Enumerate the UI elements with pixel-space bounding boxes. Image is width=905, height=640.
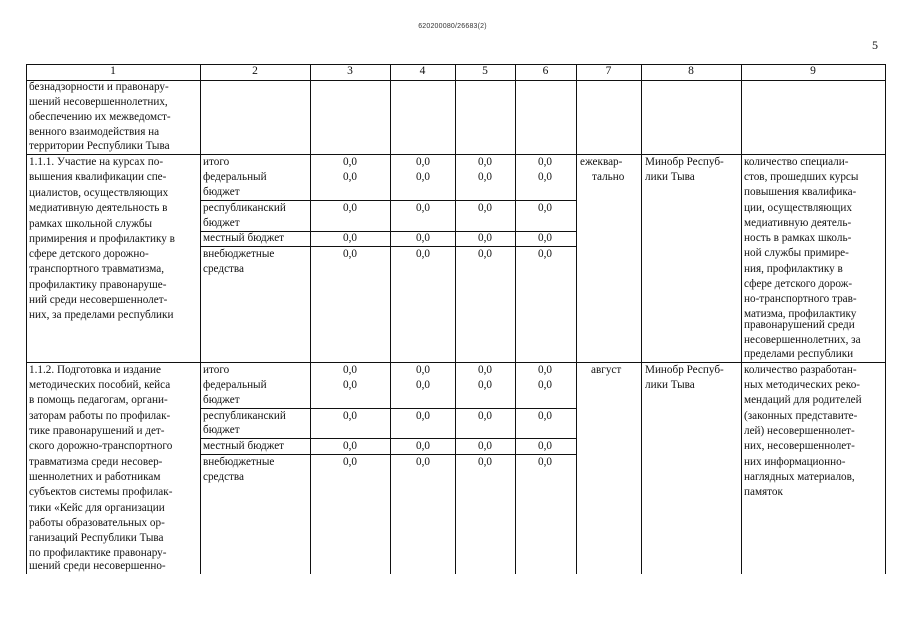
text-line: ния, профилактику в [744,263,843,275]
value-cell: 0,0 [478,156,492,168]
funding-label: итого [203,364,230,376]
value-cell: 0,0 [478,364,492,376]
funding-label: местный бюджет [203,440,285,452]
value-cell: 0,0 [478,440,492,452]
text-line: рамках школьной службы [29,218,153,230]
text-line: вышения квалификации спе- [29,171,167,183]
col-border [310,64,311,574]
text-line: безнадзорности и правонару- [29,81,169,93]
value-cell: 0,0 [478,410,492,422]
text-line: работы образовательных ор- [29,517,165,529]
text-line: них, за пределами республики [29,309,174,321]
value-cell: 0,0 [343,440,357,452]
funding-label: республиканский [203,410,286,422]
page-number: 5 [872,38,878,52]
text-line: Минобр Респуб- [645,156,724,168]
col-border [200,64,201,574]
value-cell: 0,0 [538,232,552,244]
text-line: ных методических реко- [744,379,861,391]
text-line: количество разработан- [744,364,857,376]
text-line: субъектов системы профилак- [29,486,173,498]
header-col-5: 5 [482,65,488,77]
value-cell: 0,0 [416,248,430,260]
text-line: август [591,364,622,376]
text-line: обеспечению их межведомст- [29,111,171,123]
funding-label: бюджет [203,217,240,229]
text-line: тики «Кейс для организации [29,502,165,514]
text-line: стов, прошедших курсы [744,171,859,183]
text-line: венного взаимодействия на [29,126,160,138]
text-line: тально [592,171,625,183]
text-line: заторам работы по профилак- [29,410,171,422]
value-cell: 0,0 [343,364,357,376]
funding-label: республиканский [203,202,286,214]
text-line: шений несовершеннолетних, [29,96,168,108]
text-line: сфере детского дорож- [744,278,853,290]
text-line: Минобр Респуб- [645,364,724,376]
text-line: ганизаций Республики Тыва [29,532,164,544]
value-cell: 0,0 [416,440,430,452]
value-cell: 0,0 [538,156,552,168]
text-line: 1.1.2. Подготовка и издание [29,364,161,376]
text-line: примирения и профилактику в [29,233,175,245]
value-cell: 0,0 [416,156,430,168]
text-line: повышения квалифика- [744,186,857,198]
text-line: сфере детского дорожно- [29,248,149,260]
header-col-4: 4 [419,65,426,77]
text-line: но-транспортного трав- [744,293,857,305]
col-border [515,64,516,574]
value-cell: 0,0 [416,232,430,244]
funding-label: внебюджетные [203,248,275,260]
text-line: памяток [744,486,783,498]
text-line: ной службы примире- [744,247,849,259]
funding-label: местный бюджет [203,232,285,244]
funding-label: средства [203,263,245,275]
value-cell: 0,0 [538,410,552,422]
value-cell: 0,0 [538,379,552,391]
value-cell: 0,0 [478,248,492,260]
funding-label: внебюджетные [203,456,275,468]
text-line: территории Республики Тыва [29,140,170,152]
col-border [26,64,27,574]
value-cell: 0,0 [478,202,492,214]
text-line: по профилактике правонару- [29,547,167,559]
col-border [741,64,742,574]
value-cell: 0,0 [538,440,552,452]
text-line: них информационно- [744,456,846,468]
funding-label: федеральный [203,379,267,391]
text-line: медиативную деятель- [744,217,852,229]
text-line: матизма, профилактику [744,308,857,320]
col-border [885,64,886,574]
value-cell: 0,0 [416,456,430,468]
value-cell: 0,0 [416,171,430,183]
funding-label: итого [203,156,230,168]
text-line: пределами республики [744,348,854,360]
text-line: наглядных материалов, [744,471,855,483]
funding-label: федеральный [203,171,267,183]
funding-label: бюджет [203,394,240,406]
funding-label: бюджет [203,186,240,198]
text-line: 1.1.1. Участие на курсах по- [29,156,164,168]
value-cell: 0,0 [343,248,357,260]
text-line: лей) несовершеннолет- [744,425,855,437]
value-cell: 0,0 [343,171,357,183]
text-line: количество специали- [744,156,849,168]
text-line: тике правонарушений и дет- [29,425,165,437]
funding-label: бюджет [203,424,240,436]
value-cell: 0,0 [538,364,552,376]
value-cell: 0,0 [538,456,552,468]
header-col-3: 3 [347,65,353,77]
text-line: шеннолетних и работникам [29,471,161,483]
text-line: ность в рамках школь- [744,232,852,244]
text-line: ний среди несовершеннолет- [29,294,168,306]
funding-label: средства [203,471,245,483]
value-cell: 0,0 [538,248,552,260]
text-line: ции, осуществляющих [744,202,852,214]
text-line: медиативную деятельность в [29,202,168,214]
text-line: них, несовершеннолет- [744,440,855,452]
value-cell: 0,0 [343,379,357,391]
text-line: циалистов, осуществляющих [29,187,169,199]
col-border [576,64,577,574]
value-cell: 0,0 [343,232,357,244]
value-cell: 0,0 [478,456,492,468]
header-col-2: 2 [252,65,258,77]
value-cell: 0,0 [343,456,357,468]
text-line: транспортного травматизма, [29,263,164,275]
value-cell: 0,0 [538,202,552,214]
value-cell: 0,0 [416,364,430,376]
col-border [641,64,642,574]
value-cell: 0,0 [478,171,492,183]
text-line: лики Тыва [645,171,695,183]
text-line: лики Тыва [645,379,695,391]
text-line: методических пособий, кейса [29,379,171,391]
value-cell: 0,0 [343,202,357,214]
value-cell: 0,0 [478,379,492,391]
value-cell: 0,0 [416,379,430,391]
header-col-1: 1 [110,65,116,77]
text-line: шений среди несовершенно- [29,560,166,572]
value-cell: 0,0 [478,232,492,244]
value-cell: 0,0 [416,410,430,422]
header-col-9: 9 [810,65,816,77]
header-col-8: 8 [688,65,694,77]
header-col-6: 6 [542,65,549,77]
value-cell: 0,0 [343,410,357,422]
text-line: профилактику правонаруше- [29,279,167,291]
text-line: правонарушений среди [744,319,855,331]
value-cell: 0,0 [416,202,430,214]
text-line: мендаций для родителей [744,394,862,406]
col-border [390,64,391,574]
text-line: травматизма среди несовер- [29,456,163,468]
header-col-7: 7 [605,65,612,77]
text-line: (законных представите- [744,410,858,422]
text-line: ежеквар- [580,156,623,168]
document-id: 620200080/26683(2) [418,23,487,30]
value-cell: 0,0 [538,171,552,183]
value-cell: 0,0 [343,156,357,168]
text-line: в помощь педагогам, органи- [29,394,168,406]
text-line: ского дорожно-транспортного [29,440,173,452]
col-border [455,64,456,574]
text-line: несовершеннолетних, за [744,334,861,346]
